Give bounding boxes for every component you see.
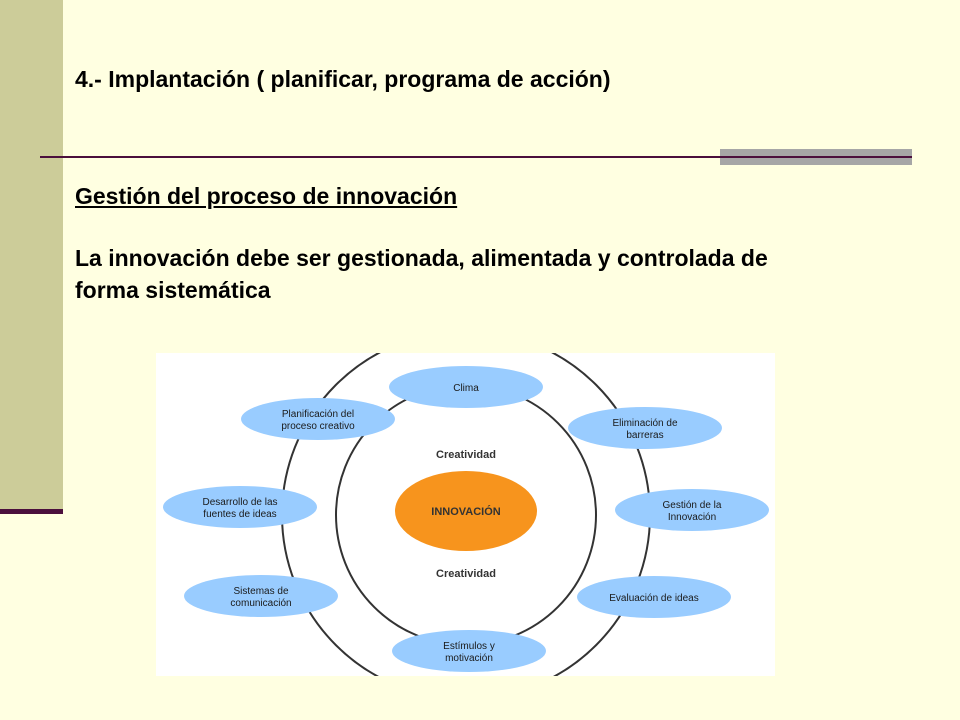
node-label: fuentes de ideas xyxy=(203,509,277,520)
node-clima xyxy=(389,366,543,408)
node-label: Planificación del xyxy=(281,409,355,420)
node-eliminacion-barreras xyxy=(568,407,722,449)
node-label: comunicación xyxy=(230,598,292,609)
node-gestion-innovacion xyxy=(615,489,769,531)
node-label: motivación xyxy=(445,653,493,664)
slide-heading: 4.- Implantación ( planificar, programa de acción) xyxy=(75,66,611,92)
node-label: Estímulos y xyxy=(443,641,495,652)
node-label: proceso creativo xyxy=(281,421,355,432)
innovation-diagram-svg xyxy=(156,353,775,676)
node-label: Gestión de la xyxy=(662,500,722,511)
center-label: INNOVACIÓN xyxy=(431,506,501,518)
node-evaluacion-ideas xyxy=(577,576,731,618)
node-label: Evaluación de ideas xyxy=(609,593,699,604)
title-rule xyxy=(40,156,912,158)
node-sistemas-comunicacion xyxy=(184,575,338,617)
node-planificacion-proceso xyxy=(241,398,395,440)
ring-bottom-label: Creatividad xyxy=(436,568,496,580)
slide-body-text: La innovación debe ser gestionada, alimentada y controlada de forma sistemática xyxy=(75,245,768,303)
title-rule-accent-lower xyxy=(720,158,912,165)
ring-top-label: Creatividad xyxy=(436,449,496,461)
node-label: barreras xyxy=(626,430,664,441)
node-desarrollo-fuentes xyxy=(163,486,317,528)
title-rule-accent xyxy=(720,149,912,156)
node-label: Sistemas de xyxy=(233,586,289,597)
left-decorative-band xyxy=(0,0,63,510)
node-label: Clima xyxy=(453,383,479,394)
node-label: Desarrollo de las xyxy=(202,497,278,508)
node-label: Eliminación de xyxy=(612,418,678,429)
left-band-underline xyxy=(0,509,63,514)
node-label: Innovación xyxy=(667,512,717,523)
slide-subheading: Gestión del proceso de innovación xyxy=(75,183,458,209)
node-estimulos-motivacion xyxy=(392,630,546,672)
innovation-diagram xyxy=(156,353,775,676)
